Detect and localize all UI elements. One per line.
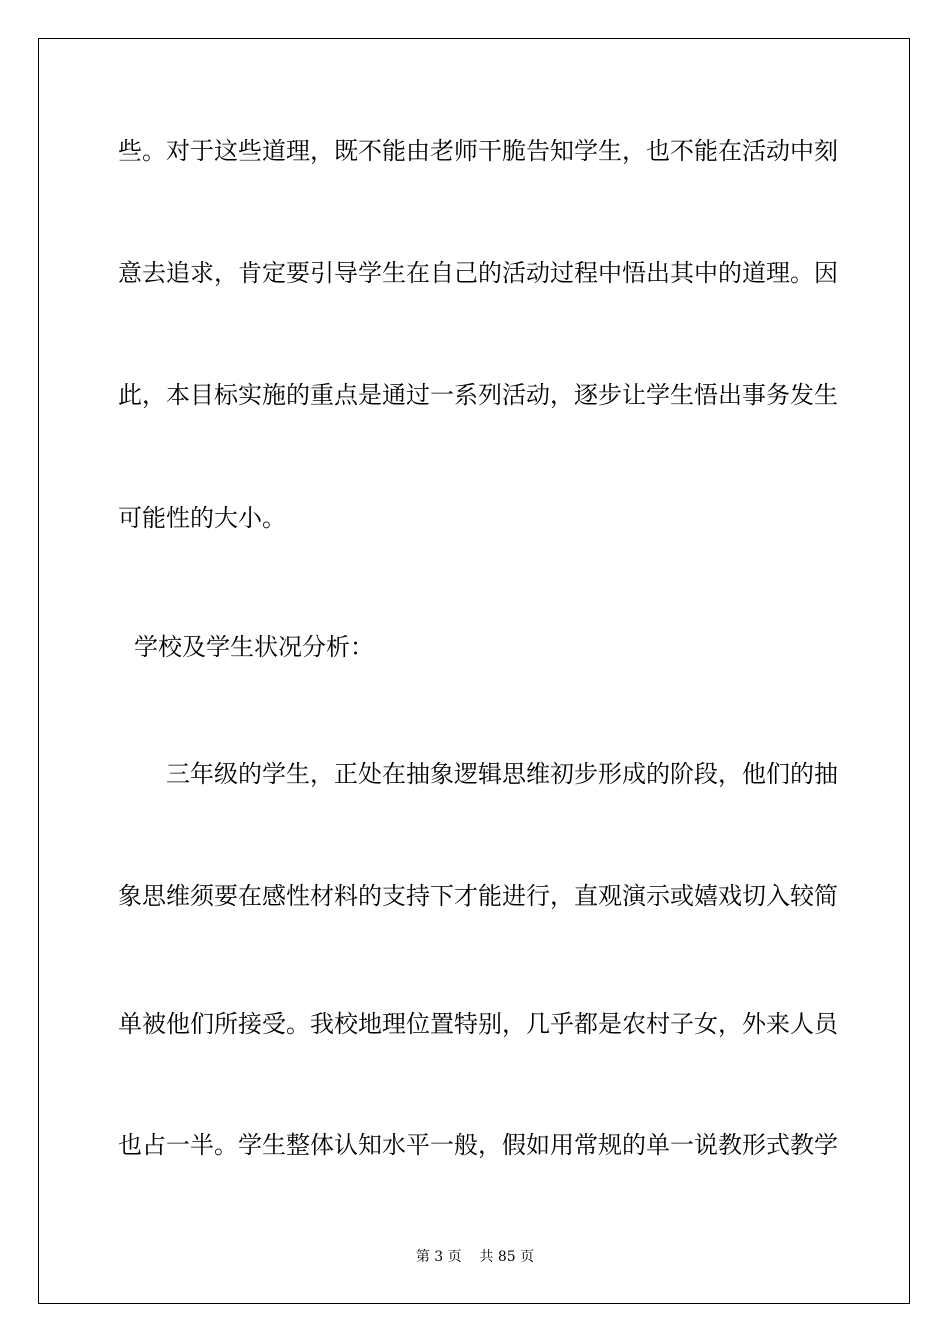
body-line-8: 单被他们所接受。我校地理位置特别，几乎都是农村子女，外来人员 — [118, 1010, 838, 1038]
body-line-4: 可能性的大小。 — [118, 504, 286, 532]
page-border — [38, 38, 910, 1304]
page-number-footer: 第 3 页 共 85 页 — [415, 1249, 535, 1265]
body-line-3: 此，本目标实施的重点是通过一系列活动，逐步让学生悟出事务发生 — [118, 381, 838, 409]
body-line-6: 三年级的学生，正处在抽象逻辑思维初步形成的阶段，他们的抽 — [166, 760, 838, 788]
section-heading: 学校及学生状况分析： — [134, 633, 374, 661]
body-line-1: 些。对于这些道理，既不能由老师干脆告知学生，也不能在活动中刻 — [118, 137, 838, 165]
body-line-2: 意去追求，肯定要引导学生在自己的活动过程中悟出其中的道理。因 — [118, 259, 838, 287]
body-line-7: 象思维须要在感性材料的支持下才能进行，直观演示或嬉戏切入较简 — [118, 882, 838, 910]
body-line-9: 也占一半。学生整体认知水平一般，假如用常规的单一说教形式教学 — [118, 1131, 838, 1159]
